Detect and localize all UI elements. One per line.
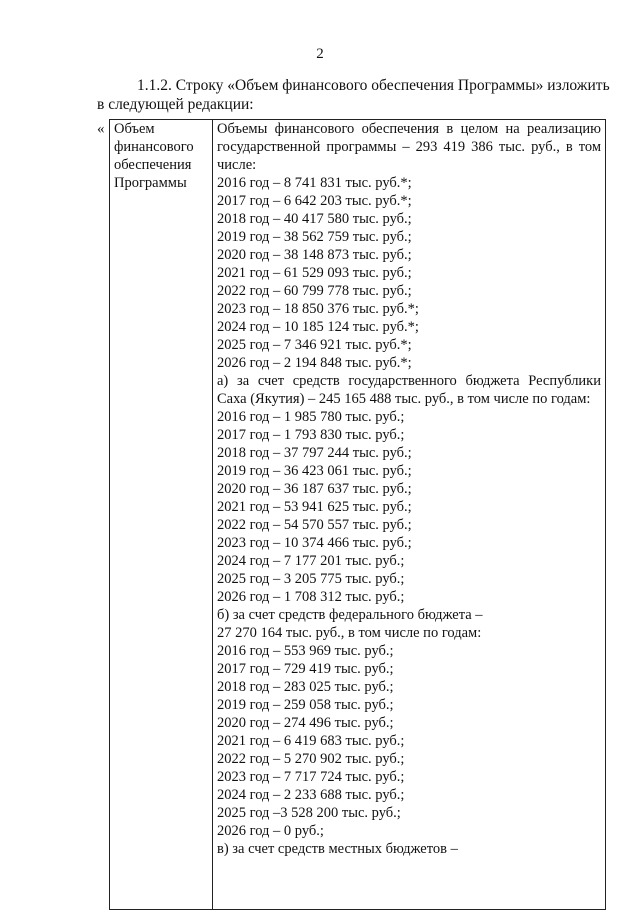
year-line: 2025 год – 7 346 921 тыс. руб.*; bbox=[217, 337, 412, 353]
year-line: 2023 год – 18 850 376 тыс. руб.*; bbox=[217, 301, 419, 317]
year-line: 2024 год – 10 185 124 тыс. руб.*; bbox=[217, 319, 419, 335]
funding-table bbox=[109, 119, 606, 910]
total-funding-text: Объемы финансового обеспечения в целом на реализацию государственной программы – 293 419 386 тыс. руб., в том числе: bbox=[217, 121, 601, 173]
page-number: 2 bbox=[316, 46, 324, 62]
year-line: 2025 год –3 528 200 тыс. руб.; bbox=[217, 805, 401, 821]
year-line: 2016 год – 8 741 831 тыс. руб.*; bbox=[217, 175, 412, 191]
funding-row bbox=[110, 120, 606, 910]
year-line: 2021 год – 61 529 093 тыс. руб.; bbox=[217, 265, 412, 281]
year-line: 2019 год – 259 058 тыс. руб.; bbox=[217, 697, 394, 713]
year-line: 2017 год – 729 419 тыс. руб.; bbox=[217, 661, 394, 677]
year-line: 2020 год – 274 496 тыс. руб.; bbox=[217, 715, 394, 731]
row-content-cell bbox=[213, 120, 606, 910]
year-line: 2018 год – 40 417 580 тыс. руб.; bbox=[217, 211, 412, 227]
section-a-text: а) за счет средств государственного бюджета Республики Саха (Якутия) – 245 165 488 тыс. руб., в том числе по годам: bbox=[217, 373, 601, 407]
section-b-line-1: б) за счет средств федерального бюджета – bbox=[217, 607, 483, 623]
intro-line-1: 1.1.2. Строку «Объем финансового обеспечения Программы» изложить bbox=[137, 77, 610, 94]
year-line: 2016 год – 1 985 780 тыс. руб.; bbox=[217, 409, 405, 425]
year-line: 2024 год – 2 233 688 тыс. руб.; bbox=[217, 787, 405, 803]
year-line: 2016 год – 553 969 тыс. руб.; bbox=[217, 643, 394, 659]
row-label-line: Объем bbox=[114, 121, 155, 137]
year-line: 2019 год – 38 562 759 тыс. руб.; bbox=[217, 229, 412, 245]
section-b-line-2: 27 270 164 тыс. руб., в том числе по годам: bbox=[217, 625, 482, 641]
year-line: 2020 год – 38 148 873 тыс. руб.; bbox=[217, 247, 412, 263]
year-line: 2023 год – 7 717 724 тыс. руб.; bbox=[217, 769, 405, 785]
year-line: 2022 год – 60 799 778 тыс. руб.; bbox=[217, 283, 412, 299]
year-line: 2021 год – 53 941 625 тыс. руб.; bbox=[217, 499, 412, 515]
intro-paragraph bbox=[97, 76, 610, 114]
row-label-line: Программы bbox=[114, 175, 187, 191]
year-line: 2019 год – 36 423 061 тыс. руб.; bbox=[217, 463, 412, 479]
year-line: 2021 год – 6 419 683 тыс. руб.; bbox=[217, 733, 405, 749]
year-line: 2018 год – 283 025 тыс. руб.; bbox=[217, 679, 394, 695]
intro-line-2: в следующей редакции: bbox=[97, 96, 254, 113]
row-label-cell bbox=[110, 120, 213, 910]
opening-quote: « bbox=[97, 121, 105, 137]
year-line: 2022 год – 5 270 902 тыс. руб.; bbox=[217, 751, 405, 767]
year-line: 2026 год – 1 708 312 тыс. руб.; bbox=[217, 589, 405, 605]
year-line: 2024 год – 7 177 201 тыс. руб.; bbox=[217, 553, 405, 569]
year-line: 2022 год – 54 570 557 тыс. руб.; bbox=[217, 517, 412, 533]
year-line: 2017 год – 1 793 830 тыс. руб.; bbox=[217, 427, 405, 443]
row-label-line: обеспечения bbox=[114, 157, 192, 173]
year-line: 2023 год – 10 374 466 тыс. руб.; bbox=[217, 535, 412, 551]
year-line: 2026 год – 0 руб.; bbox=[217, 823, 324, 839]
row-label-line: финансового bbox=[114, 139, 194, 155]
section-v-text: в) за счет средств местных бюджетов – bbox=[217, 841, 458, 857]
year-line: 2025 год – 3 205 775 тыс. руб.; bbox=[217, 571, 405, 587]
year-line: 2026 год – 2 194 848 тыс. руб.*; bbox=[217, 355, 412, 371]
year-line: 2017 год – 6 642 203 тыс. руб.*; bbox=[217, 193, 412, 209]
year-line: 2018 год – 37 797 244 тыс. руб.; bbox=[217, 445, 412, 461]
year-line: 2020 год – 36 187 637 тыс. руб.; bbox=[217, 481, 412, 497]
